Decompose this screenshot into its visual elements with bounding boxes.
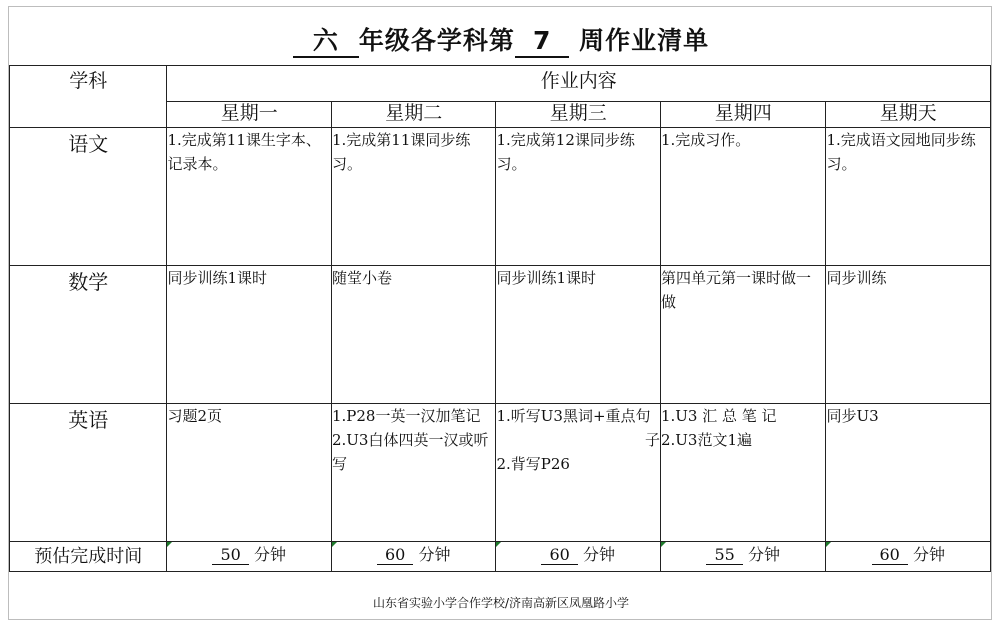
day-header: 星期二 — [331, 102, 496, 128]
homework-cell: 1.U3 汇 总 笔 记 2.U3范文1遍 — [660, 404, 826, 542]
title-text-1: 年级各学科第 — [358, 26, 515, 55]
grade-blank: 六 — [293, 26, 359, 58]
time-cell: 55 分钟 — [660, 542, 826, 572]
content-header: 作业内容 — [167, 66, 991, 102]
homework-cell: 随堂小卷 — [331, 266, 496, 404]
subject-cell: 数学 — [10, 266, 167, 404]
homework-sheet — [8, 6, 992, 620]
cell-marker — [826, 542, 831, 547]
day-header: 星期天 — [826, 102, 991, 128]
week-blank: 7 — [515, 26, 569, 58]
cell-marker — [496, 542, 501, 547]
title-text-2: 周作业清单 — [579, 26, 710, 55]
time-row — [10, 542, 991, 572]
homework-cell: 第四单元第一课时做一做 — [660, 266, 826, 404]
homework-cell: 1.完成第11课同步练习。 — [331, 128, 496, 266]
table-row — [10, 128, 991, 266]
cell-marker — [332, 542, 337, 547]
time-cell: 60 分钟 — [331, 542, 496, 572]
table-row — [10, 266, 991, 404]
homework-cell: 1.完成第12课同步练习。 — [496, 128, 661, 266]
time-cell: 50 分钟 — [167, 542, 332, 572]
subject-cell: 英语 — [10, 404, 167, 542]
homework-cell: 1.听写U3黑词+重点句 子 2.背写P26 — [496, 404, 661, 542]
day-header: 星期一 — [167, 102, 332, 128]
subject-header: 学科 — [10, 66, 167, 128]
cell-marker — [167, 542, 172, 547]
homework-table — [9, 65, 991, 572]
homework-cell: 1.完成语文园地同步练习。 — [826, 128, 991, 266]
time-cell: 60 分钟 — [496, 542, 661, 572]
homework-cell: 同步U3 — [826, 404, 991, 542]
page-title — [9, 21, 993, 58]
table-row — [10, 404, 991, 542]
subject-cell: 语文 — [10, 128, 167, 266]
homework-cell: 1.完成习作。 — [660, 128, 826, 266]
day-header: 星期三 — [496, 102, 661, 128]
school-footer: 山东省实验小学合作学校/济南高新区凤凰路小学 — [372, 596, 630, 610]
time-cell: 60 分钟 — [826, 542, 991, 572]
homework-cell: 同步训练1课时 — [167, 266, 332, 404]
homework-cell: 习题2页 — [167, 404, 332, 542]
time-label: 预估完成时间 — [10, 542, 167, 572]
homework-cell: 1.完成第11课生字本、记录本。 — [167, 128, 332, 266]
cell-marker — [661, 542, 666, 547]
homework-cell: 同步训练 — [826, 266, 991, 404]
day-header: 星期四 — [660, 102, 826, 128]
homework-cell: 同步训练1课时 — [496, 266, 661, 404]
homework-cell: 1.P28一英一汉加笔记 2.U3白体四英一汉或听写 — [331, 404, 496, 542]
